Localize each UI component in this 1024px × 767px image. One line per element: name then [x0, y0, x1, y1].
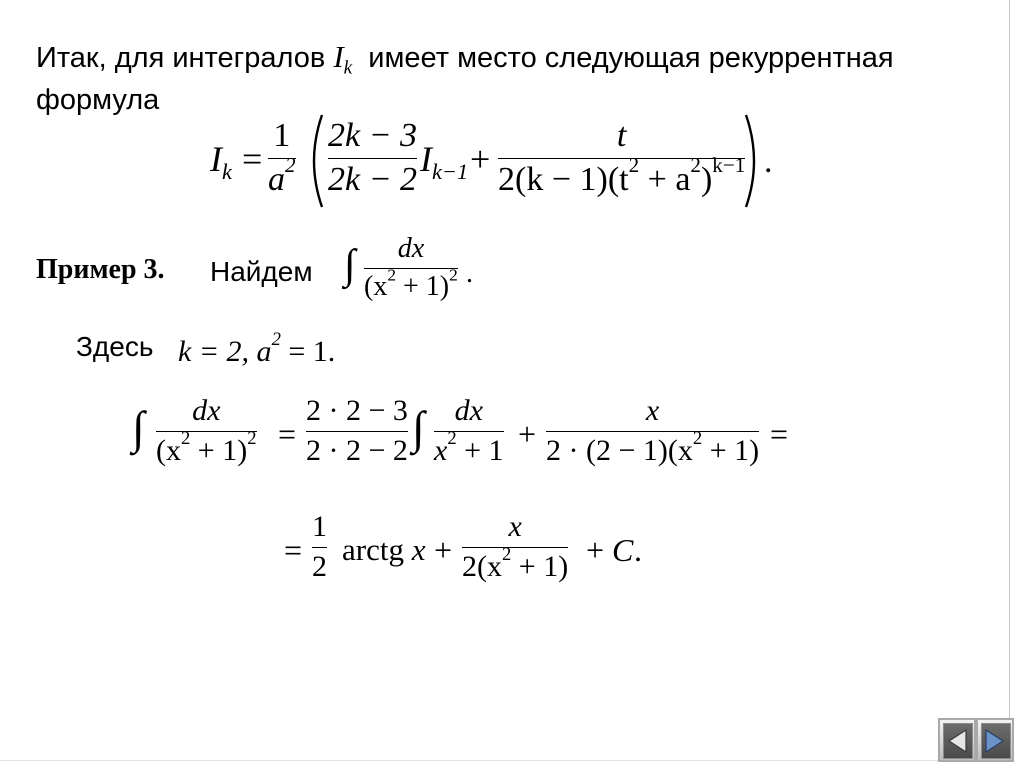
- result-x-numerator: x: [508, 510, 522, 543]
- intro-text-after: имеет место следующая рекуррентная: [368, 42, 894, 74]
- calc-integral-sign-1: ∫: [132, 402, 145, 453]
- calc-int2-fraction: [434, 396, 504, 466]
- calc-coef-fraction: [306, 396, 408, 466]
- formula-equals: =: [242, 139, 263, 179]
- prev-slide-button[interactable]: [938, 718, 976, 762]
- calc-equals-2: =: [770, 416, 789, 452]
- calc-int2-denominator: $x^2 + 1$: [434, 428, 504, 467]
- coef-numerator: 2k − 3: [328, 117, 418, 154]
- symbol-I-k: $I_k$: [333, 39, 353, 79]
- example-denominator: $(x^2 + 1)^2$: [364, 265, 458, 302]
- coef-denominator: 2k − 2: [328, 161, 418, 198]
- calc-x-fraction: [546, 396, 759, 466]
- calc-int2-numerator: dx: [454, 394, 483, 427]
- result-constant: C: [612, 532, 634, 568]
- calc-lhs-denominator: $(x^2 + 1)^2$: [156, 428, 257, 467]
- formula-plus: +: [470, 139, 491, 179]
- formula-I-term: $I_{k-1}$: [420, 139, 469, 184]
- here-label: Здесь: [76, 331, 154, 362]
- t-denominator: $2(k - 1)(t^2 + a^2)^{k-1}$: [498, 153, 746, 198]
- t-numerator: t: [616, 117, 627, 154]
- result-half-fraction: [312, 512, 327, 582]
- formula-t-fraction: [498, 119, 745, 197]
- formula-prefactor: [268, 119, 296, 197]
- intro-line-1: [36, 39, 894, 79]
- result-x-fraction: [462, 512, 568, 582]
- intro-line-2: формула: [36, 84, 160, 116]
- example-integral-sign: ∫: [344, 242, 356, 288]
- calc-lhs-numerator: dx: [192, 394, 221, 427]
- intro-text-before: Итак, для интегралов: [36, 42, 326, 74]
- example-label: Пример 3.: [36, 254, 165, 285]
- example-period: .: [466, 258, 473, 289]
- calc-x-numerator: x: [645, 394, 660, 427]
- formula-left-paren: [304, 113, 324, 209]
- formula-period: .: [764, 143, 773, 180]
- result-x-denominator: $2(x^2 + 1)$: [462, 544, 569, 583]
- result-plus-2: +: [586, 532, 605, 568]
- calc-equals-1: =: [278, 416, 297, 452]
- calc-lhs-fraction: [156, 396, 257, 466]
- next-slide-button[interactable]: [976, 718, 1014, 762]
- example-find: Найдем: [210, 256, 313, 287]
- result-plus: +: [434, 532, 453, 568]
- prefactor-numerator: 1: [273, 117, 291, 154]
- result-period: .: [634, 532, 642, 568]
- result-arctg: arctg x: [342, 532, 426, 567]
- calc-integral-sign-2: ∫: [412, 402, 425, 453]
- result-equals: =: [284, 532, 303, 568]
- calc-coef-numerator: 2 · 2 − 3: [306, 394, 408, 427]
- calc-coef-denominator: 2 · 2 − 2: [306, 434, 408, 467]
- triangle-left-icon: [946, 728, 968, 754]
- calc-x-denominator: $2 \cdot (2 - 1)(x^2 + 1)$: [546, 428, 760, 467]
- here-values: k = 2, $a^2 = 1$.: [178, 329, 336, 368]
- example-numerator: dx: [397, 233, 425, 264]
- formula-right-paren: [744, 113, 764, 209]
- formula-lhs: $I_k$: [210, 139, 232, 184]
- prefactor-denominator: $a^2$: [268, 153, 296, 198]
- result-half-denominator: 2: [312, 550, 327, 583]
- formula-coef-fraction: [328, 119, 417, 197]
- triangle-right-icon: [984, 728, 1006, 754]
- example-fraction: [364, 235, 458, 301]
- calc-plus: +: [518, 416, 537, 452]
- result-half-numerator: 1: [312, 510, 327, 543]
